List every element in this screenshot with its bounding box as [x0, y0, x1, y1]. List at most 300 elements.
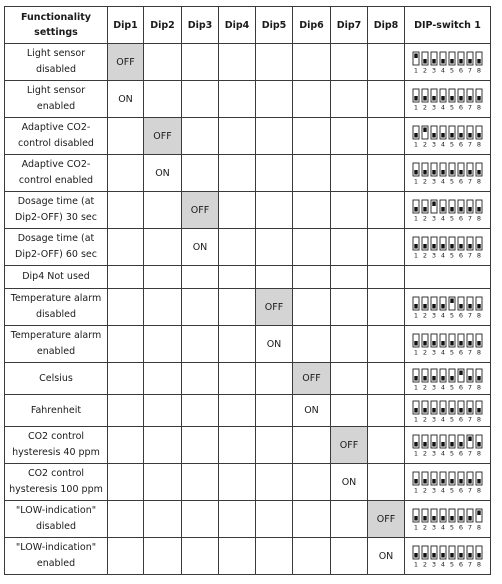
switch-knob-down: [459, 408, 462, 413]
table-row: [5, 326, 491, 363]
dip4-cell: [219, 266, 256, 289]
dip-switch-diagram: [410, 161, 486, 185]
functionality-label: [5, 118, 108, 155]
dip-switch-diagram: [410, 198, 486, 222]
dip7-cell: [331, 289, 368, 326]
dip-switch-diagram: [410, 544, 486, 568]
header-dip8: Dip8: [368, 7, 405, 44]
dip4-cell: [219, 395, 256, 427]
dip8-cell: [368, 81, 405, 118]
switch-knob-down: [441, 207, 444, 212]
header-dip1: Dip1: [108, 7, 144, 44]
dip5-cell: [256, 395, 293, 427]
switch-number: 1: [413, 311, 418, 319]
switch-knob-down: [414, 244, 417, 249]
dip6-cell: [293, 289, 331, 326]
dip-switch-table: [4, 6, 491, 575]
dip-switch-diagram: [410, 332, 486, 356]
switch-knob-down: [432, 244, 435, 249]
switch-knob-down: [423, 479, 426, 484]
functionality-label: [5, 229, 108, 266]
dip3-cell: [182, 501, 219, 538]
switch-number: 5: [449, 140, 454, 148]
switch-knob-down: [477, 442, 480, 447]
switch-number: 4: [440, 251, 445, 259]
dip7-cell: [331, 44, 368, 81]
dip8-cell: ON: [368, 538, 405, 575]
switch-number: 7: [467, 251, 472, 259]
switch-knob-down: [450, 244, 453, 249]
switch-number: 3: [431, 348, 436, 356]
switch-knob-down: [441, 170, 444, 175]
switch-number: 7: [467, 311, 472, 319]
dip6-cell: ON: [293, 395, 331, 427]
switch-knob-down: [432, 341, 435, 346]
dip5-cell: [256, 229, 293, 266]
dip8-cell: OFF: [368, 501, 405, 538]
dip-switch-cell: [405, 81, 491, 118]
functionality-label-line: CO2 control: [27, 468, 85, 479]
switch-number: 5: [449, 523, 454, 531]
switch-number: 8: [476, 449, 481, 457]
header-functionality: Functionality settings: [5, 7, 108, 44]
switch-number: 4: [440, 66, 445, 74]
dip3-cell: [182, 326, 219, 363]
table-row: [5, 395, 491, 427]
switch-number: 7: [467, 415, 472, 423]
switch-knob-down: [414, 376, 417, 381]
functionality-label-line: hysteresis 40 ppm: [12, 447, 100, 458]
switch-number: 4: [440, 415, 445, 423]
switch-number: 1: [413, 415, 418, 423]
switch-knob-down: [441, 341, 444, 346]
switch-knob-down: [441, 133, 444, 138]
switch-knob-up: [477, 511, 480, 516]
switch-number: 6: [458, 523, 463, 531]
switch-knob-down: [414, 516, 417, 521]
dip-switch-diagram: [410, 124, 486, 148]
switch-number: 4: [440, 486, 445, 494]
dip4-cell: [219, 538, 256, 575]
functionality-label: [5, 266, 108, 289]
switch-number: 4: [440, 449, 445, 457]
switch-knob-down: [450, 376, 453, 381]
switch-knob-down: [432, 442, 435, 447]
switch-knob-down: [441, 304, 444, 309]
switch-number: 3: [431, 177, 436, 185]
functionality-label-line: Dip4 Not used: [22, 271, 90, 282]
switch-number: 8: [476, 103, 481, 111]
dip3-cell: [182, 363, 219, 395]
switch-number: 1: [413, 251, 418, 259]
switch-knob-down: [432, 96, 435, 101]
switch-number: 8: [476, 560, 481, 568]
switch-knob-down: [459, 479, 462, 484]
switch-number: 4: [440, 177, 445, 185]
dip-switch-cell: [405, 229, 491, 266]
dip8-cell: [368, 229, 405, 266]
dip4-cell: [219, 44, 256, 81]
switch-number: 8: [476, 383, 481, 391]
switch-knob-down: [459, 207, 462, 212]
functionality-label: [5, 326, 108, 363]
dip5-cell: [256, 192, 293, 229]
dip8-cell: [368, 192, 405, 229]
switch-knob-down: [441, 516, 444, 521]
switch-knob-down: [477, 376, 480, 381]
dip8-cell: [368, 44, 405, 81]
switch-number: 3: [431, 103, 436, 111]
switch-knob-down: [450, 553, 453, 558]
header-dip-switch: DIP-switch 1: [405, 7, 491, 44]
dip7-cell: [331, 501, 368, 538]
switch-knob-down: [423, 376, 426, 381]
switch-number: 6: [458, 177, 463, 185]
switch-knob-down: [414, 442, 417, 447]
switch-number: 5: [449, 103, 454, 111]
functionality-label: [5, 501, 108, 538]
dip2-cell: [144, 192, 182, 229]
dip5-cell: [256, 118, 293, 155]
header-dip5: Dip5: [256, 7, 293, 44]
dip6-cell: [293, 427, 331, 464]
functionality-label-line: Celsius: [39, 372, 73, 384]
switch-number: 8: [476, 140, 481, 148]
dip-switch-diagram: [410, 50, 486, 74]
dip8-cell: [368, 266, 405, 289]
switch-knob-down: [423, 170, 426, 175]
switch-number: 6: [458, 214, 463, 222]
switch-number: 6: [458, 348, 463, 356]
switch-number: 2: [422, 523, 427, 531]
functionality-label-line: control enabled: [18, 175, 94, 186]
switch-number: 2: [422, 177, 427, 185]
switch-knob-down: [450, 408, 453, 413]
dip3-cell: [182, 81, 219, 118]
switch-knob-down: [432, 516, 435, 521]
switch-number: 7: [467, 66, 472, 74]
switch-knob-down: [441, 59, 444, 64]
dip5-cell: [256, 155, 293, 192]
dip7-cell: [331, 155, 368, 192]
functionality-label-line: enabled: [36, 346, 76, 357]
dip2-cell: [144, 326, 182, 363]
switch-number: 8: [476, 214, 481, 222]
switch-number: 3: [431, 486, 436, 494]
switch-number: 4: [440, 523, 445, 531]
switch-number: 8: [476, 66, 481, 74]
switch-number: 1: [413, 103, 418, 111]
dip-switch-cell: [405, 326, 491, 363]
switch-number: 7: [467, 449, 472, 457]
header-dip7: Dip7: [331, 7, 368, 44]
switch-number: 6: [458, 311, 463, 319]
switch-number: 2: [422, 348, 427, 356]
functionality-label-line: "LOW-indication": [15, 542, 97, 553]
dip2-cell: ON: [144, 155, 182, 192]
switch-knob-down: [423, 304, 426, 309]
functionality-label-line: Dip2-OFF) 60 sec: [15, 249, 97, 260]
switch-number: 8: [476, 486, 481, 494]
functionality-label-line: Light sensor: [26, 48, 86, 59]
dip-switch-cell: [405, 427, 491, 464]
switch-knob-down: [468, 96, 471, 101]
dip-switch-cell: [405, 289, 491, 326]
switch-knob-down: [423, 59, 426, 64]
dip3-cell: [182, 289, 219, 326]
switch-knob-up: [450, 299, 453, 304]
functionality-label-line: Dosage time (at: [17, 196, 95, 207]
switch-number: 4: [440, 383, 445, 391]
switch-number: 6: [458, 251, 463, 259]
functionality-label: [5, 81, 108, 118]
dip-switch-diagram: [410, 367, 486, 391]
dip3-cell: [182, 44, 219, 81]
functionality-label: [5, 427, 108, 464]
switch-number: 2: [422, 415, 427, 423]
switch-number: 5: [449, 214, 454, 222]
switch-knob-down: [459, 170, 462, 175]
switch-knob-down: [423, 442, 426, 447]
dip-switch-diagram: [410, 295, 486, 319]
switch-number: 2: [422, 214, 427, 222]
switch-number: 2: [422, 560, 427, 568]
switch-knob-down: [459, 516, 462, 521]
switch-knob-down: [477, 479, 480, 484]
dip3-cell: [182, 464, 219, 501]
switch-knob-down: [477, 408, 480, 413]
dip4-cell: [219, 289, 256, 326]
switch-number: 6: [458, 140, 463, 148]
switch-number: 1: [413, 523, 418, 531]
table-row: [5, 289, 491, 326]
dip1-cell: [108, 427, 144, 464]
dip7-cell: [331, 395, 368, 427]
switch-knob-down: [450, 442, 453, 447]
switch-knob-down: [414, 207, 417, 212]
switch-knob-down: [441, 442, 444, 447]
dip6-cell: [293, 501, 331, 538]
dip2-cell: [144, 266, 182, 289]
switch-knob-up: [423, 128, 426, 133]
switch-number: 8: [476, 523, 481, 531]
dip2-cell: [144, 229, 182, 266]
switch-number: 5: [449, 486, 454, 494]
switch-number: 8: [476, 177, 481, 185]
switch-number: 5: [449, 177, 454, 185]
switch-knob-down: [423, 96, 426, 101]
switch-knob-down: [441, 408, 444, 413]
switch-knob-down: [477, 553, 480, 558]
switch-knob-down: [459, 304, 462, 309]
dip4-cell: [219, 427, 256, 464]
dip5-cell: [256, 501, 293, 538]
switch-knob-down: [423, 408, 426, 413]
dip6-cell: [293, 81, 331, 118]
switch-knob-down: [432, 553, 435, 558]
dip-switch-cell: [405, 395, 491, 427]
dip8-cell: [368, 289, 405, 326]
switch-number: 6: [458, 449, 463, 457]
dip5-cell: [256, 464, 293, 501]
switch-knob-down: [468, 376, 471, 381]
switch-number: 2: [422, 449, 427, 457]
functionality-label-line: Adaptive CO2-: [21, 122, 91, 133]
switch-knob-down: [414, 408, 417, 413]
switch-knob-down: [459, 133, 462, 138]
dip4-cell: [219, 192, 256, 229]
dip-switch-diagram: [410, 433, 486, 457]
switch-knob-down: [468, 553, 471, 558]
dip5-cell: [256, 538, 293, 575]
dip-switch-diagram: [410, 87, 486, 111]
functionality-label: [5, 155, 108, 192]
table-row: [5, 192, 491, 229]
switch-number: 8: [476, 251, 481, 259]
dip1-cell: [108, 326, 144, 363]
switch-number: 7: [467, 214, 472, 222]
dip2-cell: [144, 427, 182, 464]
dip3-cell: [182, 155, 219, 192]
switch-knob-down: [468, 341, 471, 346]
switch-number: 1: [413, 383, 418, 391]
switch-knob-down: [432, 408, 435, 413]
switch-knob-down: [450, 59, 453, 64]
dip5-cell: [256, 266, 293, 289]
switch-number: 1: [413, 177, 418, 185]
switch-knob-down: [477, 244, 480, 249]
dip2-cell: OFF: [144, 118, 182, 155]
switch-knob-down: [477, 304, 480, 309]
dip-switch-cell: [405, 266, 491, 289]
dip8-cell: [368, 155, 405, 192]
switch-number: 3: [431, 140, 436, 148]
switch-knob-down: [450, 133, 453, 138]
functionality-label-line: Dosage time (at: [17, 233, 95, 244]
functionality-label: [5, 395, 108, 427]
dip4-cell: [219, 155, 256, 192]
switch-knob-down: [468, 207, 471, 212]
dip2-cell: [144, 44, 182, 81]
switch-number: 6: [458, 383, 463, 391]
switch-knob-down: [414, 170, 417, 175]
switch-knob-down: [450, 170, 453, 175]
dip4-cell: [219, 81, 256, 118]
dip8-cell: [368, 464, 405, 501]
switch-number: 3: [431, 66, 436, 74]
switch-number: 2: [422, 486, 427, 494]
dip-switch-cell: [405, 192, 491, 229]
switch-number: 5: [449, 449, 454, 457]
table-row: [5, 538, 491, 575]
switch-number: 6: [458, 415, 463, 423]
switch-knob-down: [450, 341, 453, 346]
dip6-cell: [293, 464, 331, 501]
dip1-cell: [108, 266, 144, 289]
header-dip3: Dip3: [182, 7, 219, 44]
switch-knob-down: [414, 96, 417, 101]
switch-number: 4: [440, 560, 445, 568]
switch-number: 3: [431, 449, 436, 457]
dip-switch-cell: [405, 118, 491, 155]
switch-number: 2: [422, 251, 427, 259]
dip1-cell: [108, 538, 144, 575]
switch-knob-down: [450, 207, 453, 212]
dip6-cell: [293, 118, 331, 155]
functionality-label-line: enabled: [36, 558, 76, 569]
switch-knob-down: [432, 170, 435, 175]
switch-knob-down: [450, 516, 453, 521]
dip3-cell: OFF: [182, 192, 219, 229]
switch-knob-down: [450, 96, 453, 101]
dip4-cell: [219, 118, 256, 155]
dip-switch-cell: [405, 44, 491, 81]
switch-knob-down: [414, 341, 417, 346]
table-row: [5, 44, 491, 81]
dip6-cell: [293, 326, 331, 363]
switch-knob-down: [468, 516, 471, 521]
dip6-cell: OFF: [293, 363, 331, 395]
switch-number: 3: [431, 523, 436, 531]
dip-switch-diagram: [410, 235, 486, 259]
dip7-cell: [331, 118, 368, 155]
dip3-cell: [182, 266, 219, 289]
dip1-cell: ON: [108, 81, 144, 118]
switch-number: 4: [440, 103, 445, 111]
header-row: [5, 7, 491, 44]
switch-number: 5: [449, 415, 454, 423]
switch-knob-down: [468, 133, 471, 138]
dip4-cell: [219, 229, 256, 266]
dip1-cell: [108, 155, 144, 192]
switch-knob-down: [423, 516, 426, 521]
header-dip6: Dip6: [293, 7, 331, 44]
dip3-cell: [182, 427, 219, 464]
table-row: [5, 81, 491, 118]
dip8-cell: [368, 395, 405, 427]
switch-number: 5: [449, 251, 454, 259]
dip6-cell: [293, 266, 331, 289]
dip4-cell: [219, 464, 256, 501]
dip1-cell: OFF: [108, 44, 144, 81]
switch-number: 1: [413, 66, 418, 74]
switch-knob-down: [441, 553, 444, 558]
dip6-cell: [293, 229, 331, 266]
switch-knob-down: [468, 170, 471, 175]
switch-knob-down: [414, 479, 417, 484]
dip7-cell: [331, 326, 368, 363]
header-dip2: Dip2: [144, 7, 182, 44]
dip7-cell: [331, 229, 368, 266]
switch-knob-down: [459, 341, 462, 346]
switch-number: 3: [431, 383, 436, 391]
switch-number: 1: [413, 449, 418, 457]
dip3-cell: [182, 538, 219, 575]
switch-number: 2: [422, 383, 427, 391]
switch-knob-down: [441, 244, 444, 249]
switch-knob-down: [432, 479, 435, 484]
switch-knob-down: [477, 341, 480, 346]
switch-knob-down: [441, 96, 444, 101]
switch-knob-down: [441, 376, 444, 381]
dip4-cell: [219, 501, 256, 538]
dip7-cell: [331, 192, 368, 229]
dip6-cell: [293, 44, 331, 81]
switch-knob-down: [468, 408, 471, 413]
table-row: [5, 501, 491, 538]
switch-number: 1: [413, 560, 418, 568]
switch-number: 3: [431, 560, 436, 568]
